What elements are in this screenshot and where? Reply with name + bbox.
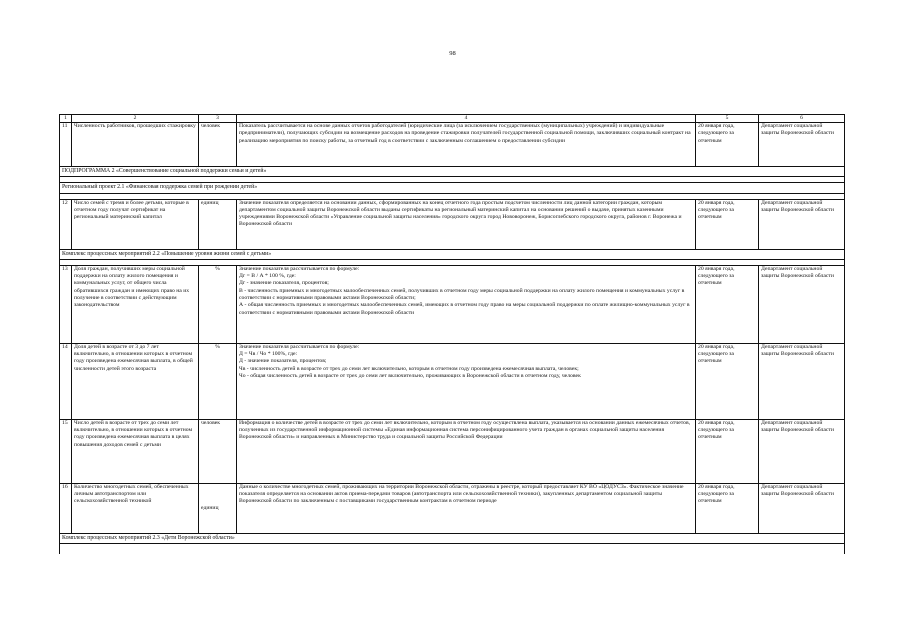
- indicator-unit: единиц: [199, 199, 237, 249]
- project-heading: Региональный проект 2.1 «Финансовая поддержка семей при рождении детей»: [60, 183, 845, 193]
- indicator-unit: %: [199, 343, 237, 419]
- indicator-name: Количество многодетных семей, обеспеченных личным автотранспортом или сельскохозяйственной техникой: [72, 483, 199, 533]
- formula-line: Чо - общая численность детей в возрасте от трех до семи лет включительно, проживающих в Воронежской области в отчетном году, человек: [239, 373, 581, 380]
- complex-heading: Комплекс процессных мероприятий 2.3 «Дети Воронежской области»: [60, 533, 845, 543]
- complex-heading: Комплекс процессных мероприятий 2.2 «Повышение уровня жизни семей с детьми»: [60, 249, 845, 259]
- column-number-cell: 5: [696, 115, 759, 123]
- indicator-deadline: 20 января года, следующего за отчетным: [696, 123, 759, 167]
- table-row: [60, 265, 845, 343]
- indicator-deadline: 20 января года, следующего за отчетным: [696, 265, 759, 343]
- section-row: [60, 183, 845, 193]
- formula-line: Чв - численность детей в возрасте от трех до семи лет включительно, которым в отчетном году произведена ежемесячная выплата, человек;: [239, 365, 579, 372]
- page-number: 98: [449, 50, 456, 57]
- row-number: 14: [60, 343, 72, 419]
- formula-line: Значение показателя рассчитывается по формуле:: [239, 265, 360, 272]
- row-number: 15: [60, 419, 72, 483]
- column-number-cell: 6: [759, 115, 845, 123]
- indicator-table-container: [59, 114, 844, 554]
- column-number-cell: 4: [237, 115, 696, 123]
- indicator-method: [237, 265, 696, 343]
- indicator-method: [237, 343, 696, 419]
- indicator-method: Значение показателя определяется на основании данных, сформированных на конец отчетного года простым подсчетом численности лиц данной категории граждан, которым департаментом социальной защиты Воронежской области выданы сертификаты на региональный материнский капитал на основании решений о выдаче, принятых казенными учреждениями Воронежской области «Управление социальной защиты населения» городского округа город Нововоронеж, Борисоглебского городского округа, районов г. Воронежа и Воронежской области: [237, 199, 696, 249]
- indicator-responsible: Департамент социальной защиты Воронежской области: [759, 199, 845, 249]
- spacer-row: [60, 544, 845, 554]
- table-row: [60, 483, 845, 533]
- indicator-responsible: Департамент социальной защиты Воронежской области: [759, 419, 845, 483]
- section-row: [60, 249, 845, 259]
- indicator-table: [59, 114, 845, 554]
- indicator-deadline: 20 января года, следующего за отчетным: [696, 483, 759, 533]
- section-row: [60, 167, 845, 177]
- indicator-responsible: Департамент социальной защиты Воронежской области: [759, 265, 845, 343]
- formula-line: Дг = В / А * 100 %, где:: [239, 273, 296, 280]
- indicator-name: Число семей с тремя и более детьми, которые в отчетном году получат сертификат на региональный материнский капитал: [72, 199, 199, 249]
- indicator-deadline: 20 января года, следующего за отчетным: [696, 199, 759, 249]
- row-number: 12: [60, 199, 72, 249]
- formula-line: Дг - значение показателя, процентов;: [239, 280, 329, 287]
- formula-line: Д - значение показателя, процентов;: [239, 358, 327, 365]
- indicator-method: Показатель рассчитывается на основе данных отчетов работодателей (юридические лица (за исключением государственных (муниципальных) учреждений) и индивидуальные предприниматели), получающих субсидии на возмещение расходов на проведение стажировки получателей государственной социальной помощи, заключивших социальный контракт на реализацию мероприятия по поиску работы, за отчетный год в соответствии с заключенным соглашением о предоставлении субсидии: [237, 123, 696, 167]
- column-number-cell: 3: [199, 115, 237, 123]
- indicator-unit: человек: [199, 419, 237, 483]
- row-number: 13: [60, 265, 72, 343]
- indicator-responsible: Департамент социальной защиты Воронежской области: [759, 123, 845, 167]
- section-row: [60, 533, 845, 543]
- indicator-deadline: 20 января года, следующего за отчетным: [696, 419, 759, 483]
- indicator-unit: %: [199, 265, 237, 343]
- table-row: [60, 419, 845, 483]
- indicator-method: Информация о количестве детей в возрасте от трех до семи лет включительно, которым в отчетном году осуществлена выплата, указывается на основании данных ежемесячных отчетов, полученных из государственной информационной системы «Единая информационная система персонифицированного учета граждан в органах социальной защиты населения Воронежской области» и направленных в Министерство труда и социальной защиты Российской Федерации: [237, 419, 696, 483]
- indicator-name: Численность работников, прошедших стажировку: [72, 123, 199, 167]
- column-number-cell: 2: [72, 115, 199, 123]
- indicator-method: Данные о количестве многодетных семей, проживающих на территории Воронежской области, отражены в реестре, который предоставляет КУ ВО «ЦОДУСЗ». Фактическое значение показателя определяется на основании актов приема-передачи товаров (автотранспорта или сельскохозяйственной техники), закупленных департаментом социальной защиты Воронежской области по заключенным с поставщиками государственным контрактам в отчетном периоде: [237, 483, 696, 533]
- row-number: 16: [60, 483, 72, 533]
- indicator-name: Число детей в возрасте от трех до семи лет включительно, в отношении которых в отчетном году произведена ежемесячная выплата в целях повышения доходов семей с детьми: [72, 419, 199, 483]
- formula-line: А - общая численность приемных и многодетных малообеспеченных семей, имеющих в отчетном году право на меры социальной поддержки по оплате жилищно-коммунальных услуг в соответствии с нормативными правовыми актами Воронежской области: [239, 302, 690, 316]
- row-number: 11: [60, 123, 72, 167]
- indicator-unit: человек: [199, 123, 237, 167]
- table-row: [60, 123, 845, 167]
- table-row: [60, 199, 845, 249]
- indicator-name: Доля детей в возрасте от 3 до 7 лет включительно, в отношении которых в отчетном году произведена ежемесячная выплата, в общей численности детей этого возраста: [72, 343, 199, 419]
- column-number-cell: 1: [60, 115, 72, 123]
- indicator-name: Доля граждан, получивших меры социальной поддержки на оплату жилого помещения и коммунальных услуг, от общего числа обратившихся граждан и имеющих право на их получение в соответствии с действующим законодательством: [72, 265, 199, 343]
- formula-line: Д = Чв / Чо * 100%, где:: [239, 351, 298, 358]
- indicator-deadline: 20 января года, следующего за отчетным: [696, 343, 759, 419]
- formula-line: Значение показателя рассчитывается по формуле:: [239, 343, 360, 350]
- column-number-row: [60, 115, 845, 123]
- table-row: [60, 343, 845, 419]
- formula-line: В - численность приемных и многодетных малообеспеченных семей, получивших в отчетном году меры социальной поддержки на оплату жилого помещения и коммунальных услуг в соответствии с нормативными правовыми актами Воронежской области;: [239, 287, 685, 302]
- subprogram-heading: ПОДПРОГРАММА 2 «Совершенствование социальной поддержки семьи и детей»: [60, 167, 845, 177]
- indicator-unit: единиц: [199, 483, 237, 533]
- indicator-responsible: Департамент социальной защиты Воронежской области: [759, 483, 845, 533]
- indicator-responsible: Департамент социальной защиты Воронежской области: [759, 343, 845, 419]
